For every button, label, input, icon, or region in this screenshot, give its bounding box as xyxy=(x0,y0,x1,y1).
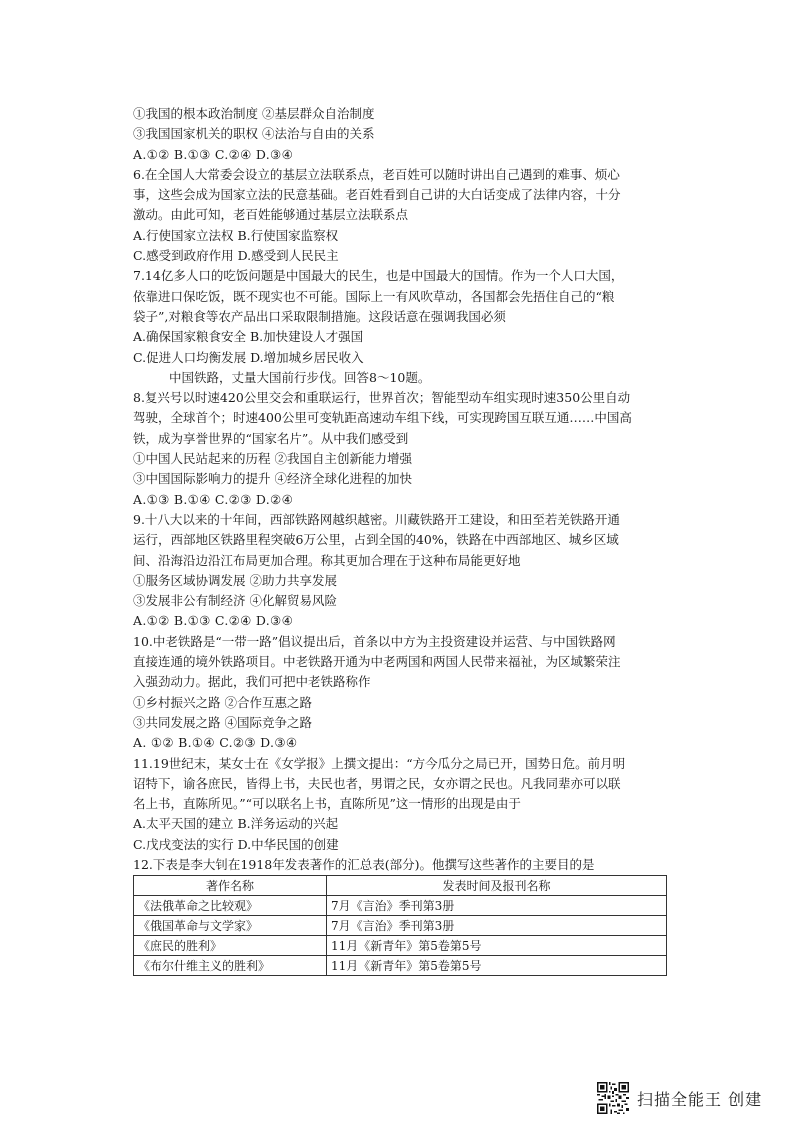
table-cell: 《俄国革命与文学家》 xyxy=(134,916,327,936)
text-line: 铁，成为享誉世界的“国家名片”。从中我们感受到 xyxy=(133,430,409,446)
table-row xyxy=(134,896,667,916)
table-cell: 《布尔什维主义的胜利》 xyxy=(134,956,327,976)
answer-options: A.行使国家立法权 B.行使国家监察权 xyxy=(133,227,339,243)
table-row xyxy=(134,936,667,956)
table-row xyxy=(134,956,667,976)
scanner-watermark xyxy=(597,1081,762,1115)
section-intro: 中国铁路，丈量大国前行步伐。回答8～10题。 xyxy=(169,369,431,385)
text-line: 诏特下，谕各庶民，皆得上书，夫民也者，男谓之民，女亦谓之民也。凡我同辈亦可以联 xyxy=(133,775,621,791)
answer-options: A.①③ B.①④ C.②③ D.②④ xyxy=(133,491,294,507)
works-table xyxy=(133,875,667,976)
exam-page-content xyxy=(133,104,673,976)
answer-options: A.①② B.①③ C.②④ D.③④ xyxy=(133,613,294,629)
text-line: ③共同发展之路 ④国际竞争之路 xyxy=(133,714,312,730)
answer-options: A.①② B.①③ C.②④ D.③④ xyxy=(133,146,294,162)
question-10: 10.中老铁路是“一带一路”倡议提出后，首条以中方为主投资建设并运营、与中国铁路网 xyxy=(133,633,616,649)
text-line: 袋子”,对粮食等农产品出口采取限制措施。这段话意在强调我国必须 xyxy=(133,308,506,324)
text-line: 依靠进口保吃饭，既不现实也不可能。国际上一有风吹草动，各国都会先捂住自己的“粮 xyxy=(133,288,615,304)
question-6: 6.在全国人大常委会设立的基层立法联系点，老百姓可以随时讲出自己遇到的难事、烦心 xyxy=(133,166,620,182)
text-line: 事，这些会成为国家立法的民意基础。老百姓看到自己讲的大白话变成了法律内容，十分 xyxy=(133,187,621,203)
table-cell: 11月《新青年》第5卷第5号 xyxy=(327,936,667,956)
text-line: 间、沿海沿边沿江布局更加合理。称其更加合理在于这种布局能更好地 xyxy=(133,552,521,568)
text-line: 直接连通的境外铁路项目。中老铁路开通为中老两国和两国人民带来福祉，为区域繁荣注 xyxy=(133,654,621,670)
answer-options: C.促进人口均衡发展 D.增加城乡居民收入 xyxy=(133,349,364,365)
qr-code-icon xyxy=(597,1082,629,1114)
text-line: ③发展非公有制经济 ④化解贸易风险 xyxy=(133,593,337,609)
table-cell: 《庶民的胜利》 xyxy=(134,936,327,956)
text-line: ①服务区域协调发展 ②助力共享发展 xyxy=(133,572,337,588)
table-cell: 11月《新青年》第5卷第5号 xyxy=(327,956,667,976)
question-7: 7.14亿多人口的吃饭问题是中国最大的民生，也是中国最大的国情。作为一个人口大国， xyxy=(133,268,624,284)
text-line: ③中国国际影响力的提升 ④经济全球化进程的加快 xyxy=(133,471,412,487)
answer-options: A.太平天国的建立 B.洋务运动的兴起 xyxy=(133,816,339,832)
table-cell: 《法俄革命之比较观》 xyxy=(134,896,327,916)
table-header-cell: 著作名称 xyxy=(134,876,327,896)
table-cell: 7月《言治》季刊第3册 xyxy=(327,916,667,936)
text-line: 名上书，直陈所见。”“可以联名上书，直陈所见”这一情形的出现是由于 xyxy=(133,796,521,812)
question-12: 12.下表是李大钊在1918年发表著作的汇总表(部分)。他撰写这些著作的主要目的是 xyxy=(133,856,595,872)
answer-options: A.确保国家粮食安全 B.加快建设人才强国 xyxy=(133,329,364,345)
question-8: 8.复兴号以时速420公里交会和重联运行，世界首次；智能型动车组实现时速350公里自动 xyxy=(133,390,631,406)
text-line: 驾驶，全球首个；时速400公里可变轨距高速动车组下线，可实现跨国互联互通……中国高 xyxy=(133,410,632,426)
question-9: 9.十八大以来的十年间，西部铁路网越织越密。川藏铁路开工建设，和田至若羌铁路开通 xyxy=(133,511,620,527)
watermark-text: 扫描全能王 创建 xyxy=(637,1089,763,1109)
text-line: ①中国人民站起来的历程 ②我国自主创新能力增强 xyxy=(133,451,412,467)
text-line: ①我国的根本政治制度 ②基层群众自治制度 xyxy=(133,106,375,121)
table-header-row xyxy=(134,876,667,896)
answer-options: C.戊戌变法的实行 D.中华民国的创建 xyxy=(133,836,339,852)
question-11: 11.19世纪末，某女士在《女学报》上撰文提出：“方今瓜分之局已开，国势日危。前月明 xyxy=(133,755,626,771)
text-line: 激动。由此可知，老百姓能够通过基层立法联系点 xyxy=(133,207,409,223)
text-line: 运行，西部地区铁路里程突破6万公里，占到全国的40%，铁路在中西部地区、城乡区域 xyxy=(133,532,619,548)
table-row xyxy=(134,916,667,936)
text-line: 入强劲动力。据此，我们可把中老铁路称作 xyxy=(133,674,371,690)
answer-options: C.感受到政府作用 D.感受到人民民主 xyxy=(133,248,339,264)
table-cell: 7月《言治》季刊第3册 xyxy=(327,896,667,916)
text-line: ①乡村振兴之路 ②合作互惠之路 xyxy=(133,694,312,710)
answer-options: A. ①② B.①④ C.②③ D.③④ xyxy=(133,735,298,751)
text-line: ③我国国家机关的职权 ④法治与自由的关系 xyxy=(133,126,375,142)
table-header-cell: 发表时间及报刊名称 xyxy=(327,876,667,896)
